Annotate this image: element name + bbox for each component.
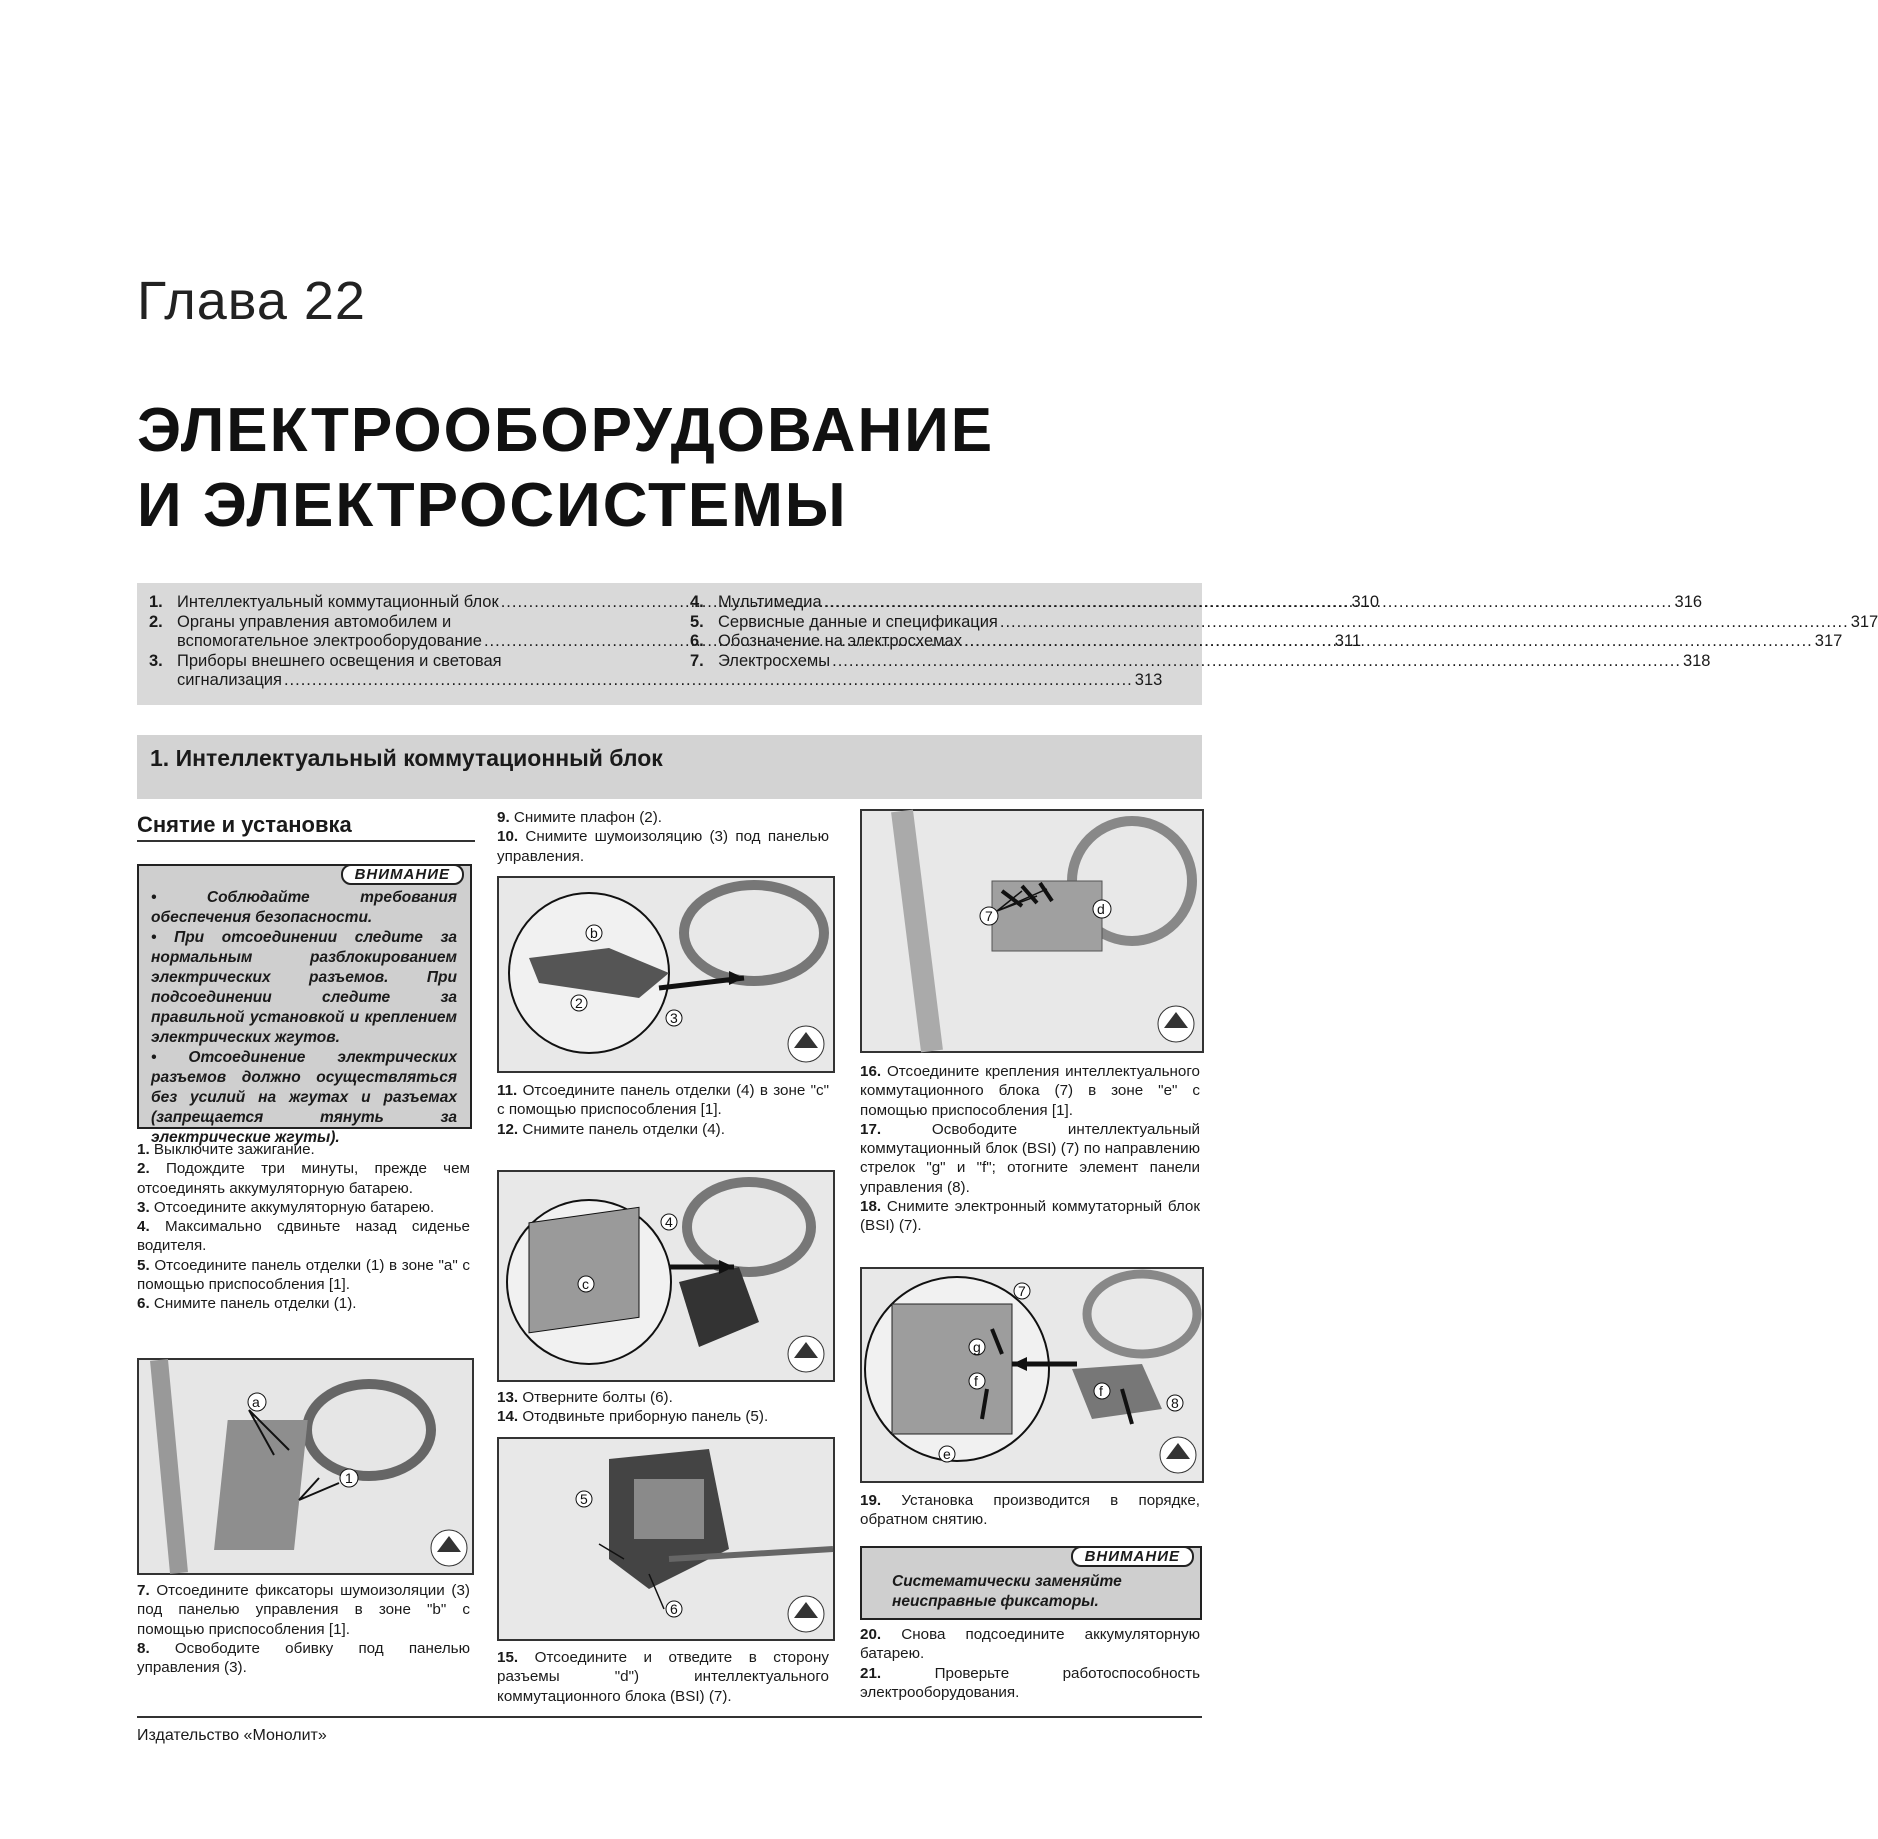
step-item	[137, 1256, 470, 1295]
step-text: Максимально сдвиньте назад сиденье водителя.	[137, 1218, 470, 1255]
step-number: 15.	[497, 1649, 519, 1666]
warning-box-2	[860, 1546, 1202, 1620]
step-item	[860, 1062, 1200, 1120]
figure-5	[860, 809, 1204, 1053]
step-number: 19.	[860, 1492, 882, 1509]
toc-leader-dots	[964, 632, 1813, 652]
subsection-heading: Снятие и установка	[137, 812, 352, 837]
toc-entry-text: Мультимедиа	[718, 593, 822, 611]
step-number: 20.	[860, 1626, 882, 1643]
steps-7-8	[137, 1581, 470, 1677]
toc-page-number: 318	[1682, 651, 1711, 670]
toc-leader-dots	[1000, 613, 1849, 633]
step-19	[860, 1491, 1200, 1530]
table-of-contents	[137, 583, 1878, 705]
toc-leader-dots	[832, 652, 1681, 672]
step-number: 5.	[137, 1256, 150, 1274]
step-number: 16.	[860, 1063, 882, 1080]
figure-label: 5	[580, 1491, 588, 1507]
step-text: Подождите три минуты, прежде чем отсоединять аккумуляторную батарею.	[137, 1160, 470, 1197]
footer-publisher: Издательство «Монолит»	[137, 1727, 327, 1744]
step-item	[860, 1664, 1200, 1703]
step-item	[497, 1081, 829, 1120]
step-text: Снимите панель отделки (4).	[522, 1120, 725, 1138]
figure-label: 7	[985, 908, 993, 924]
step-text: Отверните болты (6).	[522, 1389, 673, 1406]
toc-number: 3.	[149, 651, 163, 670]
step-text: Отсоедините панель отделки (4) в зоне "с" с помощью приспособления [1].	[497, 1082, 829, 1119]
toc-number: 4.	[690, 593, 704, 611]
warning-text: Систематически заменяйте неисправные фиксаторы.	[892, 1573, 1122, 1610]
warning-paragraph: • Соблюдайте требования обеспечения безопасности.	[151, 889, 457, 926]
step-number: 8.	[137, 1639, 150, 1657]
step-number: 7.	[137, 1582, 150, 1599]
figure-label: d	[1097, 901, 1105, 917]
step-number: 13.	[497, 1389, 519, 1406]
warning-paragraph: • Отсоединение электрических разъемов должно осуществляться без усилий на жгутах и разъемах (запрещается тянуть за электрические жгуты).	[151, 1049, 457, 1146]
toc-entry-text: сигнализация	[177, 671, 282, 689]
chapter-number: Глава 22	[137, 271, 366, 331]
step-number: 21.	[860, 1664, 882, 1682]
step-item	[137, 1198, 470, 1217]
step-item	[497, 827, 829, 866]
toc-page-number: 316	[1674, 593, 1703, 611]
step-item	[497, 1407, 829, 1426]
steps-1-6	[137, 1140, 470, 1314]
figure-label: а	[252, 1394, 260, 1410]
step-number: 6.	[137, 1295, 150, 1313]
subsection-rule	[137, 840, 475, 842]
footer-rule	[137, 1716, 1202, 1718]
step-number: 3.	[137, 1198, 150, 1216]
toc-number: 5.	[690, 612, 704, 631]
step-number: 10.	[497, 828, 519, 846]
step-number: 2.	[137, 1160, 150, 1178]
figure-label: e	[943, 1446, 951, 1462]
step-item	[860, 1197, 1200, 1236]
step-text: Освободите интеллектуальный коммутационный блок (BSI) (7) по направлению стрелок "g" и "f"; отогните элемент панели управления (8).	[860, 1120, 1200, 1196]
toc-leader-dots	[284, 671, 1133, 691]
warning-tag: ВНИМАНИЕ	[1071, 1546, 1194, 1567]
toc-entry-text: вспомогательное электрооборудование	[177, 632, 482, 650]
step-item	[497, 1120, 829, 1139]
step-item	[497, 808, 829, 827]
figure-label: 4	[665, 1214, 673, 1230]
toc-entry-text: Интеллектуальный коммутационный блок	[177, 593, 499, 611]
step-number: 1.	[137, 1141, 150, 1158]
warning-box-1	[137, 864, 472, 1146]
toc-item	[690, 651, 1711, 672]
warning-paragraph: • При отсоединении следите за нормальным разблокированием электрических разъемов. При подсоединении следите за правильной установкой и креплением электрических жгутов.	[151, 929, 457, 1046]
step-text: Снова подсоедините аккумуляторную батарею.	[860, 1626, 1200, 1663]
step-item	[497, 1388, 829, 1407]
figure-label: b	[590, 925, 598, 941]
step-text: Снимите панель отделки (1).	[153, 1295, 357, 1313]
step-15	[497, 1648, 829, 1706]
step-text: Отодвиньте приборную панель (5).	[522, 1408, 769, 1426]
step-number: 9.	[497, 809, 510, 826]
step-number: 12.	[497, 1120, 519, 1138]
toc-item	[690, 612, 1878, 633]
toc-number: 7.	[690, 651, 704, 670]
toc-entry-text: Приборы внешнего освещения и световая	[177, 651, 502, 670]
step-item	[860, 1491, 1200, 1530]
step-item	[860, 1625, 1200, 1664]
figure-label: 6	[670, 1601, 678, 1617]
step-number: 11.	[497, 1082, 518, 1099]
figure-6	[860, 1267, 1204, 1483]
step-item	[137, 1159, 470, 1198]
figure-label: 2	[575, 995, 583, 1011]
chapter-title-line-1: ЭЛЕКТРООБОРУДОВАНИЕ	[137, 396, 995, 465]
steps-20-21	[860, 1625, 1200, 1702]
step-text: Отсоедините аккумуляторную батарею.	[153, 1198, 435, 1216]
step-item	[137, 1294, 470, 1313]
steps-16-18	[860, 1062, 1200, 1236]
warning-tag: ВНИМАНИЕ	[341, 864, 464, 885]
step-text: Освободите обивку под панелью управления (3).	[137, 1639, 470, 1677]
toc-page-number: 313	[1134, 671, 1163, 689]
toc-number: 6.	[690, 632, 704, 650]
step-item	[137, 1581, 470, 1639]
section-title: 1. Интеллектуальный коммутационный блок	[150, 745, 663, 771]
toc-page-number: 317	[1814, 632, 1843, 650]
step-item	[497, 1648, 829, 1706]
step-number: 17.	[860, 1120, 882, 1138]
toc-page-number: 311	[1334, 632, 1362, 650]
step-text: Установка производится в порядке, обратном снятию.	[860, 1492, 1200, 1529]
step-number: 18.	[860, 1198, 882, 1216]
step-text: Выключите зажигание.	[153, 1141, 315, 1158]
step-text: Отсоедините крепления интеллектуального коммутационного блока (7) в зоне "е" с помощью приспособления [1].	[860, 1063, 1200, 1119]
figure-label: с	[582, 1276, 589, 1292]
step-text: Отсоедините панель отделки (1) в зоне "а" с помощью приспособления [1].	[137, 1256, 470, 1294]
figure-label: 8	[1171, 1395, 1179, 1411]
chapter-title-line-2: И ЭЛЕКТРОСИСТЕМЫ	[137, 471, 848, 540]
toc-number: 1.	[149, 593, 163, 611]
figure-label: f	[1099, 1383, 1103, 1399]
figure-2	[497, 876, 835, 1073]
figure-4	[497, 1437, 835, 1641]
step-text: Снимите шумоизоляцию (3) под панелью управления.	[497, 828, 829, 865]
step-text: Снимите электронный коммутаторный блок (BSI) (7).	[860, 1198, 1200, 1235]
figure-3	[497, 1170, 835, 1382]
figure-label: 3	[670, 1010, 678, 1026]
step-text: Отсоедините фиксаторы шумоизоляции (3) под панелью управления в зоне "b" с помощью приспособления [1].	[137, 1582, 470, 1638]
steps-11-12	[497, 1081, 829, 1139]
toc-page-number: 310	[1351, 593, 1380, 611]
toc-entry-text: Обозначение на электросхемах	[718, 632, 962, 650]
step-number: 14.	[497, 1408, 519, 1426]
step-text: Проверьте работоспособность электрооборудования.	[860, 1664, 1200, 1701]
step-item	[137, 1217, 470, 1256]
step-text: Отсоедините и отведите в сторону разъемы "d") интеллектуального коммутационного блока (BSI) (7).	[497, 1649, 829, 1705]
toc-entry-text: Органы управления автомобилем и	[177, 612, 452, 631]
toc-number: 2.	[149, 612, 163, 631]
figure-label: 7	[1018, 1283, 1026, 1299]
step-text: Снимите плафон (2).	[513, 809, 662, 826]
toc-entry-text: Электросхемы	[718, 651, 831, 670]
step-item	[860, 1120, 1200, 1197]
figure-1	[137, 1358, 474, 1575]
figure-label: 1	[345, 1470, 353, 1486]
step-item	[137, 1140, 470, 1159]
toc-leader-dots	[824, 593, 1673, 613]
figure-label: g	[973, 1339, 981, 1355]
steps-13-14	[497, 1388, 829, 1427]
toc-entry-text: Сервисные данные и спецификация	[718, 612, 998, 631]
figure-label: f	[974, 1373, 978, 1389]
step-item	[137, 1639, 470, 1678]
steps-9-10	[497, 808, 829, 866]
step-number: 4.	[137, 1218, 150, 1236]
toc-page-number: 317	[1850, 612, 1878, 631]
